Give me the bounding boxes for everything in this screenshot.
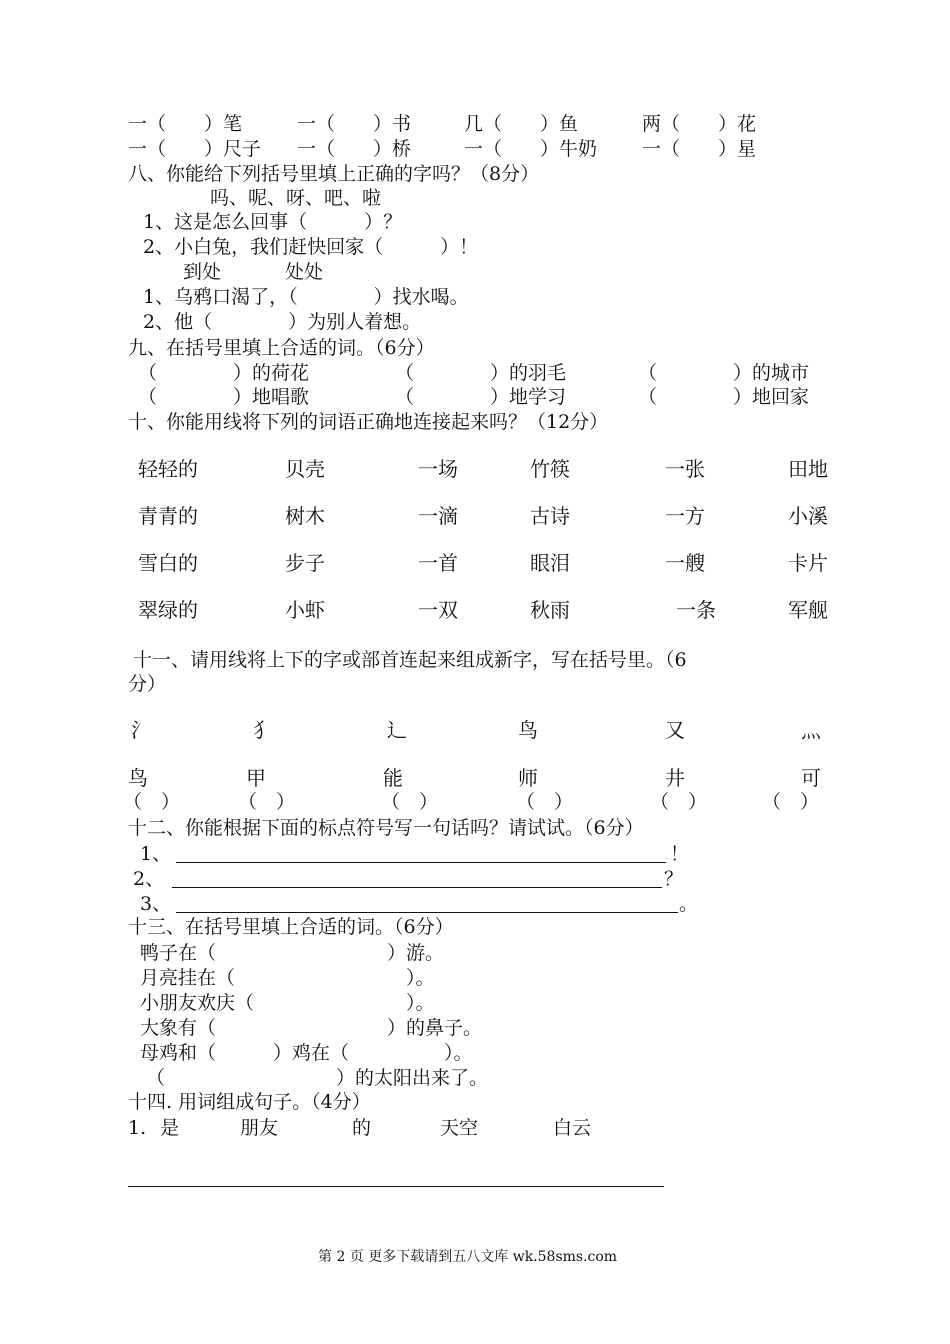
- match-word[interactable]: 眼泪: [530, 551, 570, 575]
- radical[interactable]: 犭: [253, 718, 273, 742]
- section10-title: 十、你能用线将下列的词语正确地连接起来吗？（12分）: [128, 411, 609, 433]
- match-word[interactable]: 秋雨: [530, 598, 570, 622]
- answer-blank[interactable]: （ ）: [123, 791, 181, 813]
- section8-item-4: 2、他（ ）为别人着想。: [143, 311, 422, 333]
- section14-title: 十四. 用词组成句子。（4分）: [128, 1091, 371, 1113]
- component-character[interactable]: 师: [518, 766, 538, 790]
- section14-word: 朋友: [240, 1117, 279, 1139]
- match-word[interactable]: 轻轻的: [138, 457, 198, 481]
- match-word[interactable]: 一首: [418, 551, 458, 575]
- match-word[interactable]: 小虾: [285, 598, 325, 622]
- sentence-write-line[interactable]: [176, 912, 678, 913]
- sentence-end-mark: 。: [679, 893, 699, 915]
- section13-item-1: 鸭子在（ ）游。: [140, 942, 445, 964]
- radical[interactable]: 鸟: [518, 718, 538, 742]
- section9-title: 九、在括号里填上合适的词。（6分）: [128, 337, 435, 359]
- section8-word-choice-a: 到处: [183, 261, 222, 283]
- match-word[interactable]: 一条: [676, 598, 716, 622]
- section11-title-line2: 分）: [128, 673, 167, 695]
- section9-item-6: （ ）地回家: [638, 386, 810, 408]
- section14-word: 的: [352, 1117, 372, 1139]
- answer-blank[interactable]: （ ）: [516, 791, 574, 813]
- section13-title: 十三、在括号里填上合适的词。（6分）: [128, 916, 454, 938]
- match-word[interactable]: 树木: [285, 504, 325, 528]
- section11-title-line1: 十一、请用线将上下的字或部首连起来组成新字，写在括号里。（6: [133, 649, 687, 671]
- radical[interactable]: 又: [665, 718, 685, 742]
- section8-title: 八、你能给下列括号里填上正确的字吗？（8分）: [128, 163, 540, 185]
- match-word[interactable]: 雪白的: [138, 551, 198, 575]
- sentence-number: 1、: [140, 843, 172, 865]
- answer-blank[interactable]: （ ）: [762, 791, 820, 813]
- match-word[interactable]: 青青的: [138, 504, 198, 528]
- radical[interactable]: 灬: [801, 718, 821, 742]
- component-character[interactable]: 可: [801, 766, 821, 790]
- measure-word-2: 一（ ）书: [297, 113, 412, 135]
- match-word[interactable]: 小溪: [788, 504, 828, 528]
- sentence-number: 2、: [133, 868, 165, 890]
- answer-blank[interactable]: （ ）: [650, 791, 708, 813]
- measure-word-3: 几（ ）鱼: [464, 113, 579, 135]
- section8-item-2: 2、小白兔，我们赶快回家（ ）！: [143, 236, 479, 258]
- match-word[interactable]: 古诗: [530, 504, 570, 528]
- match-word[interactable]: 一艘: [665, 551, 705, 575]
- measure-word-1: 一（ ）笔: [128, 113, 243, 135]
- section8-word-choices-1: 吗、呢、呀、吧、啦: [210, 187, 382, 209]
- measure-word-7: 一（ ）牛奶: [464, 138, 598, 160]
- radical[interactable]: 辶: [387, 718, 407, 742]
- measure-word-4: 两（ ）花: [642, 113, 757, 135]
- component-character[interactable]: 井: [665, 766, 685, 790]
- section13-item-6: （ ）的太阳出来了。: [146, 1067, 489, 1089]
- answer-blank[interactable]: （ ）: [238, 791, 296, 813]
- match-word[interactable]: 贝壳: [285, 457, 325, 481]
- measure-word-6: 一（ ）桥: [297, 138, 412, 160]
- section13-item-4: 大象有（ ）的鼻子。: [140, 1017, 483, 1039]
- section14-word: 天空: [440, 1117, 479, 1139]
- match-word[interactable]: 卡片: [788, 551, 828, 575]
- sentence-number: 3、: [140, 893, 172, 915]
- match-word[interactable]: 田地: [788, 457, 828, 481]
- section14-answer-line[interactable]: [128, 1186, 664, 1187]
- match-word[interactable]: 一张: [665, 457, 705, 481]
- section9-item-2: （ ）的羽毛: [395, 362, 567, 384]
- match-word[interactable]: 军舰: [788, 598, 828, 622]
- match-word[interactable]: 竹筷: [530, 457, 570, 481]
- section14-word: 白云: [553, 1117, 592, 1139]
- match-word[interactable]: 步子: [285, 551, 325, 575]
- section14-word: 是: [160, 1117, 180, 1139]
- section9-item-1: （ ）的荷花: [138, 362, 310, 384]
- radical[interactable]: 氵: [131, 718, 151, 742]
- section13-item-5: 母鸡和（ ）鸡在（ ）。: [140, 1042, 473, 1064]
- component-character[interactable]: 甲: [246, 766, 266, 790]
- answer-blank[interactable]: （ ）: [381, 791, 439, 813]
- section13-item-3: 小朋友欢庆（ ）。: [140, 992, 435, 1014]
- match-word[interactable]: 一双: [418, 598, 458, 622]
- section13-item-2: 月亮挂在（ ）。: [140, 967, 435, 989]
- component-character[interactable]: 鸟: [128, 766, 148, 790]
- match-word[interactable]: 一滴: [418, 504, 458, 528]
- section14-item-number: 1.: [128, 1117, 147, 1139]
- sentence-end-mark: ！: [670, 843, 690, 865]
- sentence-write-line[interactable]: [172, 887, 662, 888]
- measure-word-8: 一（ ）星: [642, 138, 757, 160]
- section9-item-4: （ ）地唱歌: [138, 386, 310, 408]
- match-word[interactable]: 翠绿的: [138, 598, 198, 622]
- section8-item-1: 1、这是怎么回事（ ）？: [143, 211, 403, 233]
- page-footer: 第 2 页 更多下载请到五八文库 wk.58sms.com: [318, 1249, 618, 1265]
- component-character[interactable]: 能: [383, 766, 403, 790]
- sentence-write-line[interactable]: [176, 862, 666, 863]
- match-word[interactable]: 一方: [665, 504, 705, 528]
- section8-item-3: 1、乌鸦口渴了，（ ）找水喝。: [143, 286, 469, 308]
- section8-word-choice-b: 处处: [285, 261, 324, 283]
- sentence-end-mark: ？: [664, 868, 684, 890]
- match-word[interactable]: 一场: [418, 457, 458, 481]
- section9-item-3: （ ）的城市: [638, 362, 810, 384]
- measure-word-5: 一（ ）尺子: [128, 138, 262, 160]
- section9-item-5: （ ）地学习: [395, 386, 567, 408]
- section12-title: 十二、你能根据下面的标点符号写一句话吗？请试试。（6分）: [128, 817, 644, 839]
